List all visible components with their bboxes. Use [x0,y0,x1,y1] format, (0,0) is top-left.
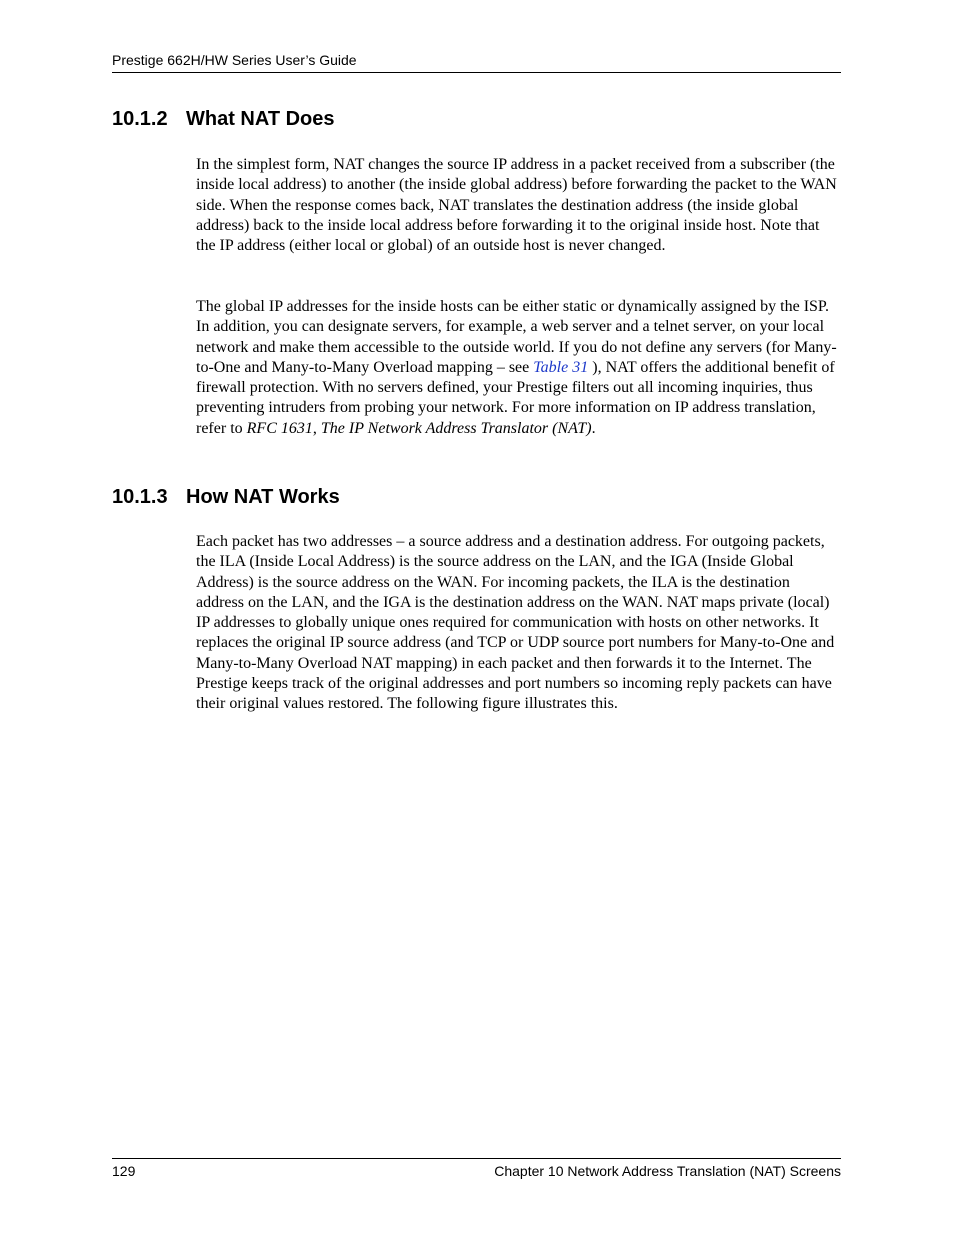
section-number: 10.1.2 [112,108,168,130]
rfc-reference: RFC 1631 [246,419,313,437]
section-heading-what-nat-does [112,107,335,131]
section-title: What NAT Does [186,108,335,130]
paragraph-text: ), NAT offers the additional benefit of firewall protection. With no servers defined, your Prestige filters out all incoming inquiries, thus preventing intruders from probing your network. For more information on IP address translation, refer to [196,358,835,437]
footer-chapter-title: Chapter 10 Network Address Translation (NAT) Screens [494,1163,841,1179]
running-footer [112,1158,841,1181]
rfc-title-reference: The IP Network Address Translator (NAT) [320,419,592,437]
running-header [112,50,841,73]
separator: , [312,419,321,437]
section-heading-how-nat-works [112,485,340,509]
header-title: Prestige 662H/HW Series User’s Guide [112,52,357,68]
paragraph-text: The global IP addresses for the inside hosts can be either static or dynamically assigned by the ISP. In addition, you can designate servers, for example, a web server and a telnet server, on your local network and make them accessible to the outside world. If you do not define any servers (for Many-to-One and Many-to-Many Overload mapping – see [196,298,837,376]
paragraph-how-nat-works: Each packet has two addresses – a source address and a destination address. For outgoing packets, the ILA (Inside Local Address) is the source address on the LAN, and the IGA (Inside Global Address) is the source address on the WAN. For incoming packets, the ILA is the destination address on the LAN, and the IGA is the destination address on the WAN. NAT maps private (local) IP addresses to globally unique ones required for communication with hosts on other networks. It replaces the original IP source address (and TCP or UDP source port numbers for Many-to-One and Many-to-Many Overload NAT mapping) in each packet and then forwards it to the Internet. The Prestige keeps track of the original addresses and port numbers so incoming reply packets can have their original values restored. The following figure illustrates this. [196,533,835,713]
table-31-link[interactable]: Table 31 [533,358,589,376]
paragraph-global-ip-addresses [196,297,841,439]
paragraph-end: . [591,419,596,437]
section-number: 10.1.3 [112,486,168,508]
page-number: 129 [112,1163,136,1179]
paragraph-nat-simplest-form: In the simplest form, NAT changes the source IP address in a packet received from a subscriber (the inside local address) to another (the inside global address) before forwarding the packet to the WAN side. When the response comes back, NAT translates the destination address (the inside global address) back to the inside local address before forwarding it to the original inside host. Note that the IP address (either local or global) of an outside host is never changed. [196,156,837,255]
section-title: How NAT Works [186,486,340,508]
